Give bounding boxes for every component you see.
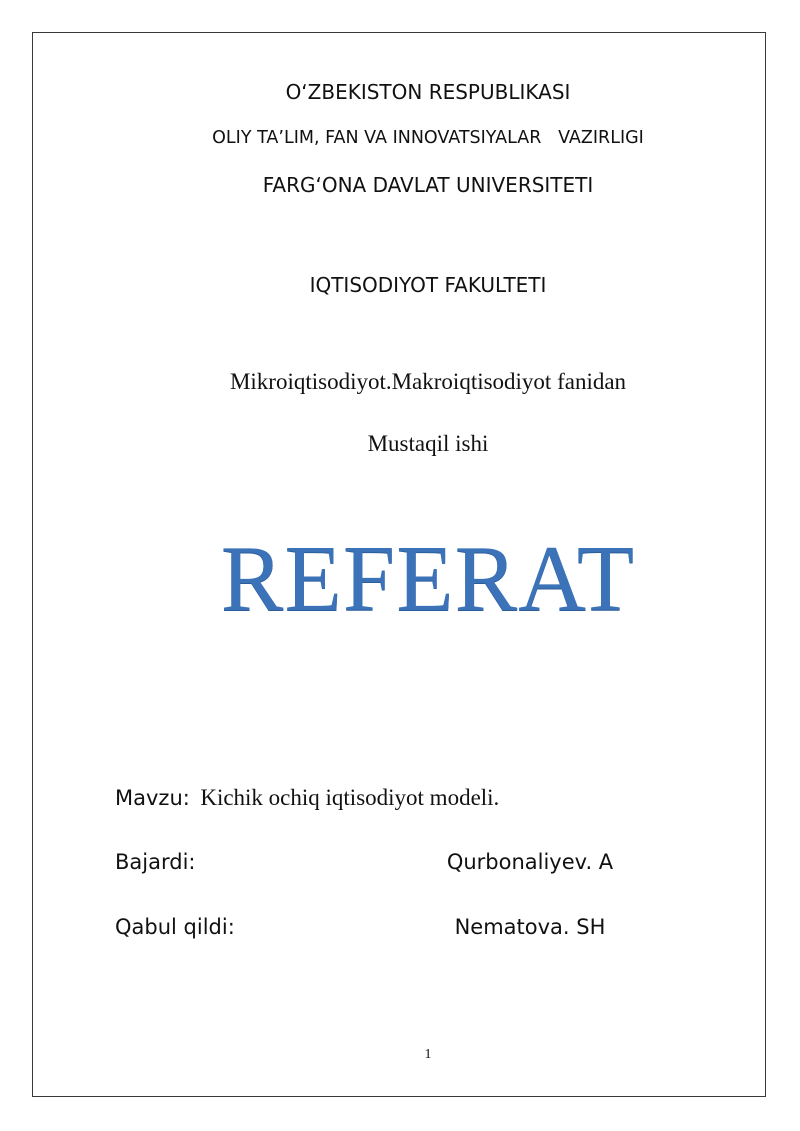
university-heading: FARG‘ONA DAVLAT UNIVERSITETI — [262, 173, 594, 197]
ministry-heading: OLIY TA’LIM, FAN VA INNOVATSIYALAR VAZIRLIGI — [212, 128, 644, 148]
faculty-heading: IQTISODIYOT FAKULTETI — [309, 273, 547, 297]
work-type: Mustaqil ishi — [367, 431, 489, 456]
course-subject: Mikroiqtisodiyot.Makroiqtisodiyot fanidan — [229, 369, 627, 394]
performed-by-value: Qurbonaliyev. A — [446, 850, 614, 874]
topic-row — [115, 785, 499, 811]
topic-label: Mavzu: — [115, 786, 190, 810]
republic-heading: O‘ZBEKISTON RESPUBLIKASI — [285, 80, 571, 104]
topic-value: Kichik ochiq iqtisodiyot modeli. — [200, 785, 500, 810]
page-number: 1 — [424, 1047, 432, 1062]
accepted-by-label: Qabul qildi: — [115, 915, 235, 939]
accepted-by-value: Nematova. SH — [454, 915, 606, 939]
performed-by-label: Bajardi: — [115, 850, 196, 874]
document-title: REFERAT — [220, 527, 636, 631]
